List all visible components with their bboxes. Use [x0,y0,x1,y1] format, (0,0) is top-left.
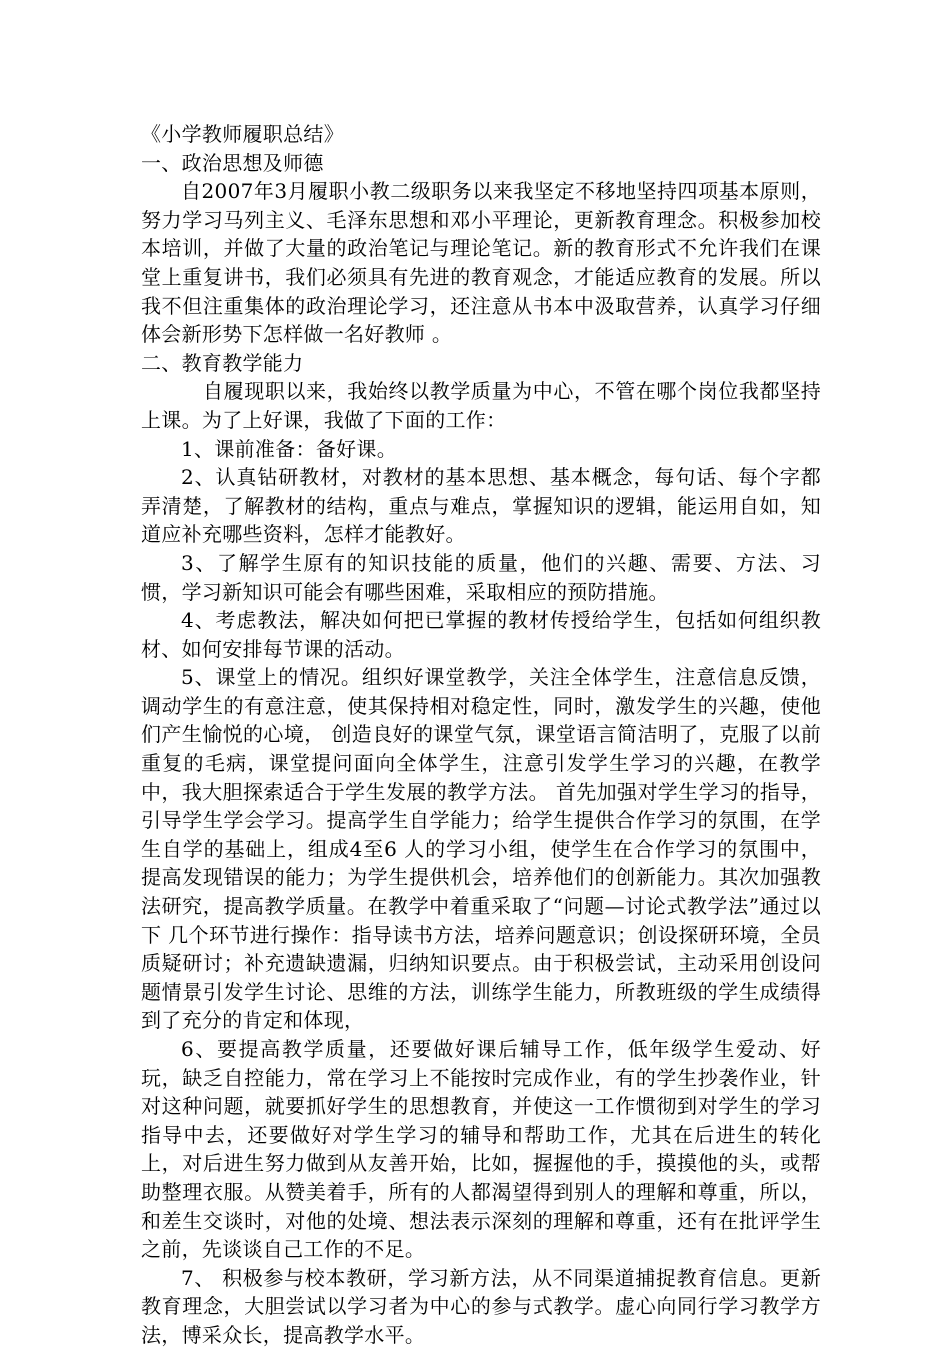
paragraph-politics: 自2007年3月履职小教二级职务以来我坚定不移地坚持四项基本原则，努力学习马列主义、毛泽东思想和邓小平理论，更新教育理念。积极参加校本培训，并做了大量的政治笔记与理论笔记。新的教育形式不允许我们在课堂上重复讲书，我们必须具有先进的教育观念，才能适应教育的发展。所以我不但注重集体的政治理论学习，还注意从书本中汲取营养，认真学习仔细体会新形势下怎样做一名好教师 。 [141,179,821,347]
list-item: 1、课前准备：备好课。 [181,436,398,461]
list-item: 4、考虑教法，解决如何把已掌握的教材传授给学生，包括如何组织教材、如何安排每节课的活动。 [141,608,821,661]
paragraph-teaching-intro: 自履现职以来，我始终以教学质量为中心，不管在哪个岗位我都坚持上课。为了上好课，我做了下面的工作： [141,379,821,432]
document-body [141,120,821,1350]
list-item: 6、要提高教学质量，还要做好课后辅导工作，低年级学生爱动、好玩，缺乏自控能力，常在学习上不能按时完成作业，有的学生抄袭作业，针对这种问题，就要抓好学生的思想教育，并使这一工作惯彻到对学生的学习指导中去，还要做好对学生学习的辅导和帮助工作，尤其在后进生的转化上，对后进生努力做到从友善开始，比如，握握他的手，摸摸他的头，或帮助整理衣服。从赞美着手，所有的人都渴望得到别人的理解和尊重，所以，和差生交谈时，对他的处境、想法表示深刻的理解和尊重，还有在批评学生之前，先谈谈自己工作的不足。 [141,1037,821,1262]
section-heading-politics: 一、政治思想及师德 [141,150,324,175]
section-heading-teaching: 二、教育教学能力 [141,350,304,375]
document-title: 《小学教师履职总结》 [141,122,344,146]
list-item: 2、认真钻研教材，对教材的基本思想、基本概念，每句话、每个字都弄清楚，了解教材的结构，重点与难点，掌握知识的逻辑，能运用自如，知道应补充哪些资料，怎样才能教好。 [141,465,821,547]
list-item: 7、 积极参与校本教研，学习新方法，从不同渠道捕捉教育信息。更新教育理念，大胆尝试以学习者为中心的参与式教学。虚心向同行学习教学方法，博采众长，提高教学水平。 [141,1265,821,1347]
list-item: 5、课堂上的情况。组织好课堂教学，关注全体学生，注意信息反馈，调动学生的有意注意，使其保持相对稳定性，同时，激发学生的兴趣，使他们产生愉悦的心境， 创造良好的课堂气氛，课堂语言简洁明了，克服了以前重复的毛病，课堂提问面向全体学生，注意引发学生学习的兴趣，在教学中，我大胆探索适合于学生发展的教学方法。 首先加强对学生学习的指导，引导学生学会学习。提高学生自学能力；给学生提供合作学习的氛围，在学生自学的基础上，组成4至6 人的学习小组，使学生在合作学习的氛围中，提高发现错误的能力；为学生提供机会，培养他们的创新能力。其次加强教法研究，提高教学质量。在教学中着重采取了“问题—讨论式教学法”通过以下 几个环节进行操作：指导读书方法，培养问题意识；创设探研环境，全员质疑研讨；补充遗缺遗漏，归纳知识要点。由于积极尝试，主动采用创设问题情景引发学生讨论、思维的方法，训练学生能力，所教班级的学生成绩得到了充分的肯定和体现， [141,665,821,1033]
list-item: 3、了解学生原有的知识技能的质量，他们的兴趣、需要、方法、习惯，学习新知识可能会有哪些困难，采取相应的预防措施。 [141,550,821,604]
